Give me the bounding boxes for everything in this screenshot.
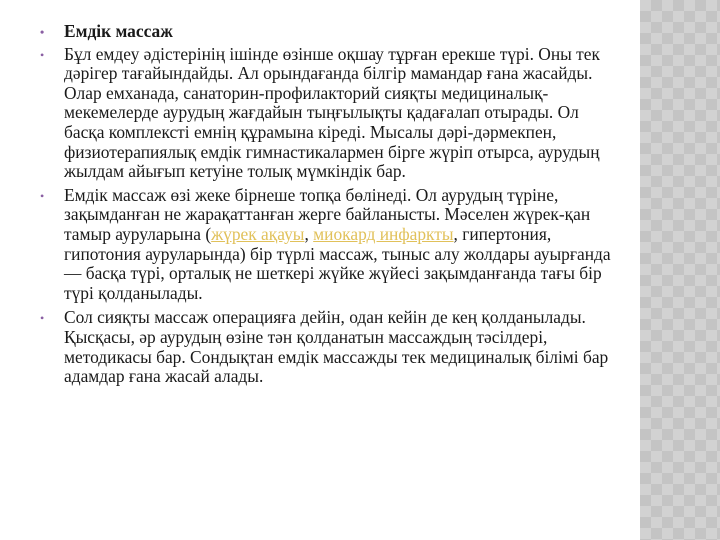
- bullet-icon: •: [40, 311, 45, 326]
- bullet-item-paragraph-2: [40, 186, 620, 304]
- link-myocardial-infarction[interactable]: миокард инфаркты: [313, 223, 454, 244]
- bullet-icon: •: [40, 188, 45, 203]
- paragraph-text: , гипертония, гипотония ауруларында) бір түрлі массаж, тыныс алу жолдары ауырғанда — басқа түрі, орталық не шеткері жүйке жүйесі зақымданғанда тағы бір түрі қолданылады.: [64, 223, 611, 303]
- slide-content: [40, 22, 620, 387]
- paragraph-text: Бұл емдеу әдістерінің ішінде өзінше оқшау тұрған ерекше түрі. Оны тек дәрігер тағайындайды. Ал орындағанда білгір мамандар ғана жасайды. Олар емханада, санаторин-профилакторий сияқты медициналық-мекемелерде аурудың жағдайын тыңғылықты қадағалап отырады. Ол басқа комплексті емнің құрамына кіреді. Мысалы дәрі-дәрмекпен, физиотерапиялық емдік гимнастикалармен бірге жүріп отырса, аурудың жылдам айығып кетуіне толық мүмкіндік бар.: [64, 43, 600, 182]
- paragraph-text: Сол сияқты массаж операцияға дейін, одан кейін де кең қолданылады. Қысқасы, әр аурудың өзіне тән қолданатын массаждың тәсілдері, методикасы бар. Сондықтан емдік массажды тек медициналық білімі бар адамдар ғана жасай алады.: [64, 307, 609, 387]
- bullet-item-paragraph-3: [40, 308, 620, 386]
- paragraph-text: ,: [304, 223, 314, 244]
- paragraph-text: Емдік массаж өзі жеке бірнеше топқа бөлінеді. Ол аурудың түріне, зақымданған не жарақаттанған жерге байланысты. Мәселен жүрек-қан тамыр ауруларына (: [64, 184, 591, 244]
- bullet-icon: •: [40, 47, 45, 62]
- link-heart-defect[interactable]: жүрек ақауы: [211, 223, 305, 244]
- bullet-icon: •: [40, 25, 45, 39]
- decorative-side-pattern: [640, 0, 720, 540]
- bullet-item-paragraph-1: [40, 45, 620, 182]
- bullet-item-title: [40, 22, 620, 42]
- slide-title: Емдік массаж: [64, 21, 173, 41]
